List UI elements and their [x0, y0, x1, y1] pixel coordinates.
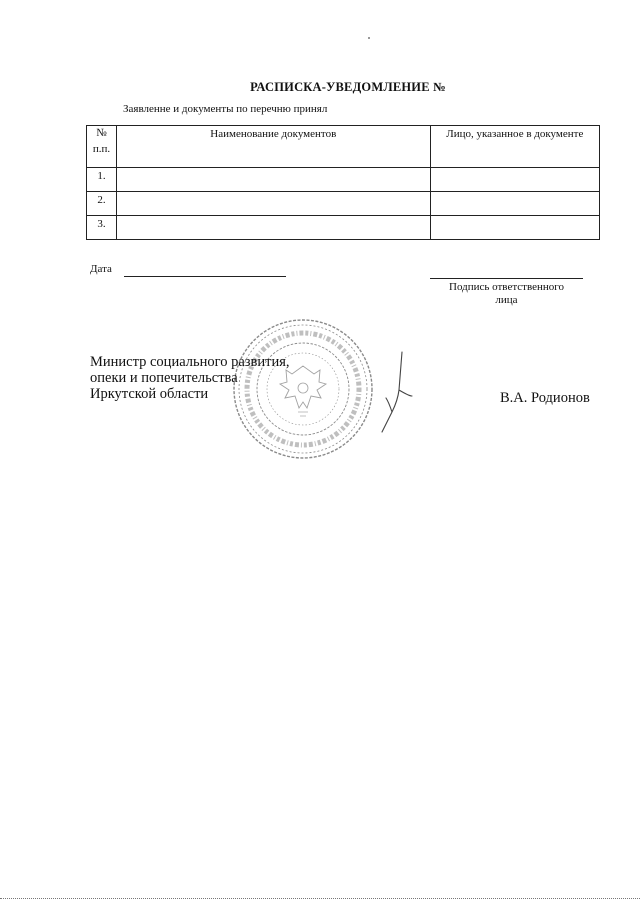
header-documents-text: Наименование документов — [210, 128, 337, 140]
minister-title-line2: опеки и попечительства — [90, 370, 238, 386]
row-number: 2. — [97, 194, 106, 206]
table-row — [87, 216, 600, 240]
header-number-line1: № — [96, 127, 107, 139]
row-number: 3. — [97, 218, 106, 230]
row-number-cell — [87, 216, 117, 240]
row-person-cell — [430, 168, 599, 192]
signature-caption — [430, 281, 583, 307]
row-number-cell — [87, 192, 117, 216]
document-title-text: РАСПИСКА-УВЕДОМЛЕНИЕ № — [250, 80, 446, 94]
table-header-row — [87, 126, 600, 168]
header-number-line2: п.п. — [92, 143, 111, 155]
minister-title-line3: Иркутской области — [90, 386, 209, 402]
minister-title — [90, 354, 290, 402]
document-title — [0, 80, 640, 95]
header-documents — [116, 126, 430, 168]
row-document-cell — [116, 192, 430, 216]
row-document-cell — [116, 168, 430, 192]
scan-speck — [368, 37, 370, 39]
signature-caption-line1: Подпись ответственного — [449, 281, 564, 293]
intro-text: Заявленне и документы по перечню принял — [123, 103, 328, 115]
header-person-text: Лицо, указанное в документе — [446, 128, 584, 140]
documents-table — [86, 125, 600, 240]
signature-underline — [430, 278, 583, 279]
table-row — [87, 192, 600, 216]
table-row — [87, 168, 600, 192]
minister-title-line1: Министр социального развития, — [90, 354, 290, 370]
signature-caption-line2: лица — [495, 294, 518, 306]
row-document-cell — [116, 216, 430, 240]
date-label: Дата — [90, 263, 112, 275]
row-person-cell — [430, 192, 599, 216]
row-person-cell — [430, 216, 599, 240]
row-number: 1. — [97, 170, 106, 182]
date-underline — [124, 276, 286, 277]
scan-edge-line — [0, 898, 640, 899]
row-number-cell — [87, 168, 117, 192]
minister-name: В.А. Родионов — [500, 390, 590, 406]
handwritten-signature — [374, 346, 414, 436]
header-person — [430, 126, 599, 168]
header-number — [87, 126, 117, 168]
